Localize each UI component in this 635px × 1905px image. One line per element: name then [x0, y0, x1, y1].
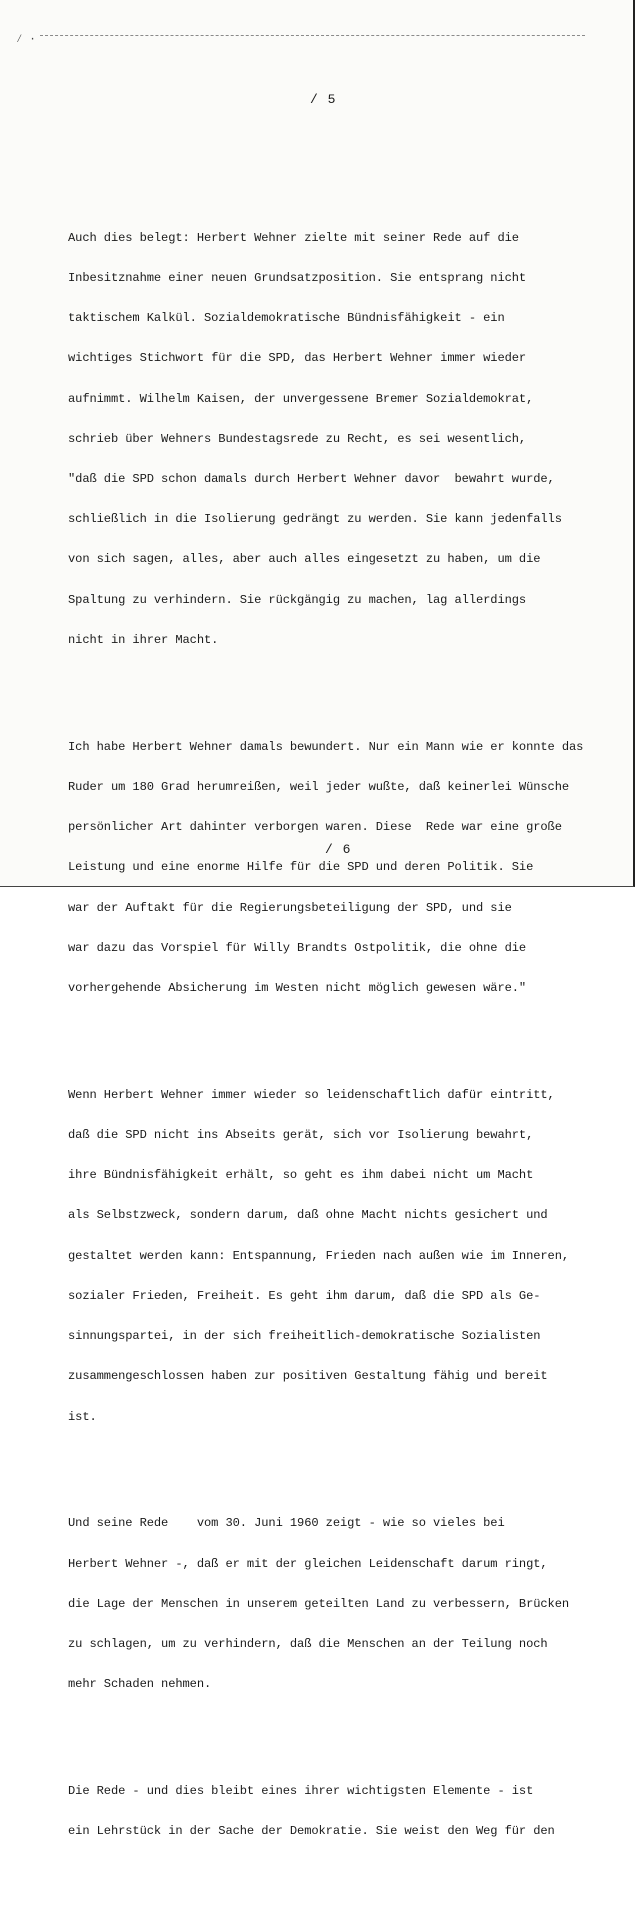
text-line: zusammengeschlossen haben zur positiven Gestaltung fähig und bereit [68, 1369, 548, 1384]
text-line: schließlich in die Isolierung gedrängt zu werden. Sie kann jedenfalls [68, 512, 562, 527]
scan-specks: ⁄ · [16, 34, 36, 46]
text-line: Wenn Herbert Wehner immer wieder so leidenschaftlich dafür eintritt, [68, 1087, 555, 1102]
paragraph-3 [68, 1062, 623, 1451]
text-line: nicht in ihrer Macht. [68, 632, 219, 647]
text-line: Und seine Rede vom 30. Juni 1960 zeigt - wie so vieles bei [68, 1516, 505, 1531]
paragraph-5 [68, 1758, 623, 1865]
text-line: zu schlagen, um zu verhindern, daß die Menschen an der Teilung noch [68, 1637, 548, 1652]
text-line: Leistung und eine enorme Hilfe für die SPD und deren Politik. Sie [68, 860, 534, 875]
text-line: ist. [68, 1409, 97, 1424]
text-line: Die Rede - und dies bleibt eines ihrer wichtigsten Elemente - ist [68, 1784, 534, 1799]
text-line: mehr Schaden nehmen. [68, 1677, 212, 1692]
text-line: war dazu das Vorspiel für Willy Brandts Ostpolitik, die ohne die [68, 940, 527, 955]
text-line: Auch dies belegt: Herbert Wehner zielte mit seiner Rede auf die [68, 230, 519, 245]
text-line: die Lage der Menschen in unserem geteilten Land zu verbessern, Brücken [68, 1596, 570, 1611]
text-line: als Selbstzweck, sondern darum, daß ohne Macht nichts gesichert und [68, 1208, 548, 1223]
page-marker-bottom: / 6 [325, 842, 352, 857]
text-line: gestaltet werden kann: Entspannung, Frieden nach außen wie im Inneren, [68, 1248, 570, 1263]
text-line: von sich sagen, alles, aber auch alles eingesetzt zu haben, um die [68, 552, 541, 567]
paragraph-4 [68, 1491, 623, 1719]
text-line: taktischem Kalkül. Sozialdemokratische Bündnisfähigkeit - ein [68, 311, 505, 326]
text-line: Ruder um 180 Grad herumreißen, weil jeder wußte, daß keinerlei Wünsche [68, 779, 570, 794]
scan-top-line [40, 35, 585, 37]
text-line: sinnungspartei, in der sich freiheitlich-demokratische Sozialisten [68, 1329, 541, 1344]
text-line: ein Lehrstück in der Sache der Demokratie. Sie weist den Weg für den [68, 1824, 555, 1839]
text-line: persönlicher Art dahinter verborgen waren. Diese Rede war eine große [68, 820, 562, 835]
body-text [68, 178, 623, 1905]
text-line: sozialer Frieden, Freiheit. Es geht ihm darum, daß die SPD als Ge- [68, 1288, 541, 1303]
text-line: Inbesitznahme einer neuen Grundsatzposition. Sie entsprang nicht [68, 270, 527, 285]
text-line: daß die SPD nicht ins Abseits gerät, sich vor Isolierung bewahrt, [68, 1128, 534, 1143]
text-line: aufnimmt. Wilhelm Kaisen, der unvergessene Bremer Sozialdemokrat, [68, 391, 534, 406]
paragraph-2 [68, 714, 623, 1022]
text-line: ihre Bündnisfähigkeit erhält, so geht es ihm dabei nicht um Macht [68, 1168, 534, 1183]
text-line: Ich habe Herbert Wehner damals bewundert. Nur ein Mann wie er konnte das [68, 739, 584, 754]
text-line: schrieb über Wehners Bundestagsrede zu Recht, es sei wesentlich, [68, 431, 527, 446]
text-line: Herbert Wehner -, daß er mit der gleichen Leidenschaft darum ringt, [68, 1556, 548, 1571]
text-line: "daß die SPD schon damals durch Herbert Wehner davor bewahrt wurde, [68, 471, 555, 486]
text-line: Spaltung zu verhindern. Sie rückgängig zu machen, lag allerdings [68, 592, 527, 607]
text-line: war der Auftakt für die Regierungsbeteiligung der SPD, und sie [68, 900, 512, 915]
text-line: wichtiges Stichwort für die SPD, das Herbert Wehner immer wieder [68, 351, 527, 366]
text-line: vorhergehende Absicherung im Westen nicht möglich gewesen wäre." [68, 980, 527, 995]
page-marker-top: / 5 [310, 92, 337, 107]
paragraph-1 [68, 205, 623, 674]
